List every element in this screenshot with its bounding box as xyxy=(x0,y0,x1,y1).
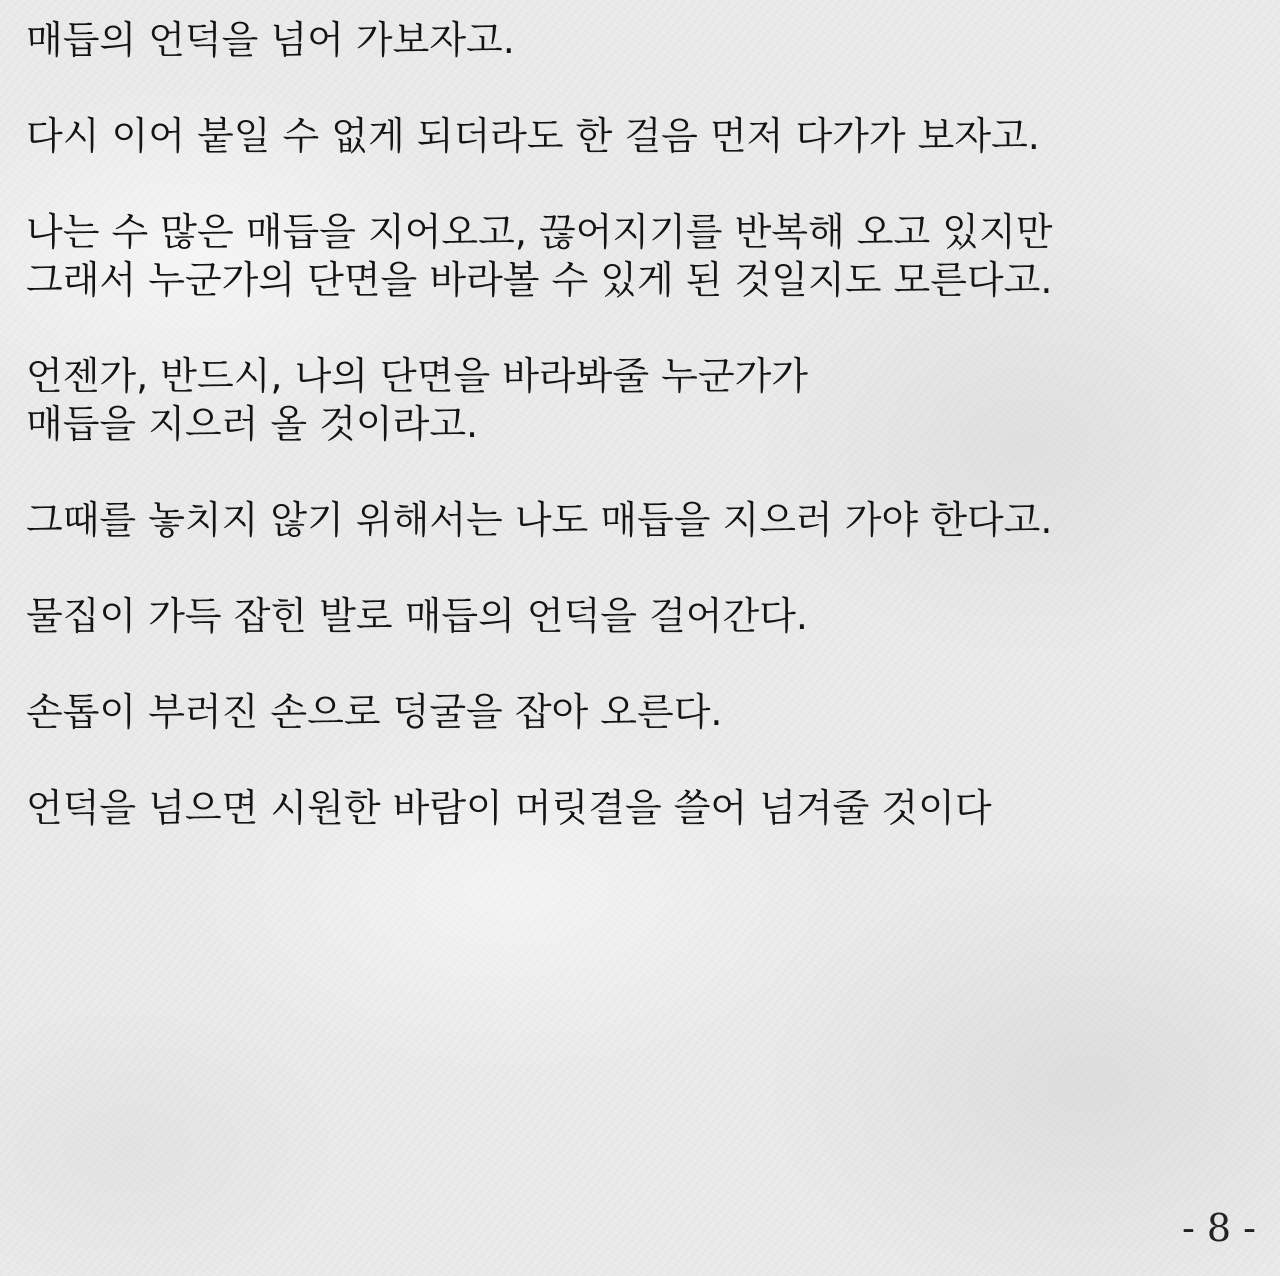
page-number: - 8 - xyxy=(1181,1206,1256,1250)
poem-text xyxy=(26,16,1246,880)
text-line: 매듭의 언덕을 넘어 가보자고. xyxy=(26,18,515,62)
paragraph-3 xyxy=(26,208,1246,304)
text-line: 그래서 누군가의 단면을 바라볼 수 있게 된 것일지도 모른다고. xyxy=(26,258,1053,302)
paragraph-8 xyxy=(26,784,1246,832)
text-line: 언덕을 넘으면 시원한 바람이 머릿결을 쓸어 넘겨줄 것이다 xyxy=(26,786,992,830)
text-line: 그때를 놓치지 않기 위해서는 나도 매듭을 지으러 가야 한다고. xyxy=(26,498,1053,542)
paragraph-4 xyxy=(26,352,1246,448)
paragraph-7 xyxy=(26,688,1246,736)
text-line: 물집이 가득 잡힌 발로 매듭의 언덕을 걸어간다. xyxy=(26,594,809,638)
paragraph-1 xyxy=(26,16,1246,64)
text-line: 손톱이 부러진 손으로 덩굴을 잡아 오른다. xyxy=(26,690,723,734)
paragraph-2 xyxy=(26,112,1246,160)
text-line: 다시 이어 붙일 수 없게 되더라도 한 걸음 먼저 다가가 보자고. xyxy=(26,114,1040,158)
text-line: 언젠가, 반드시, 나의 단면을 바라봐줄 누군가가 xyxy=(26,354,809,398)
paragraph-5 xyxy=(26,496,1246,544)
text-line: 매듭을 지으러 올 것이라고. xyxy=(26,402,479,446)
text-line: 나는 수 많은 매듭을 지어오고, 끊어지기를 반복해 오고 있지만 xyxy=(26,210,1053,254)
paragraph-6 xyxy=(26,592,1246,640)
